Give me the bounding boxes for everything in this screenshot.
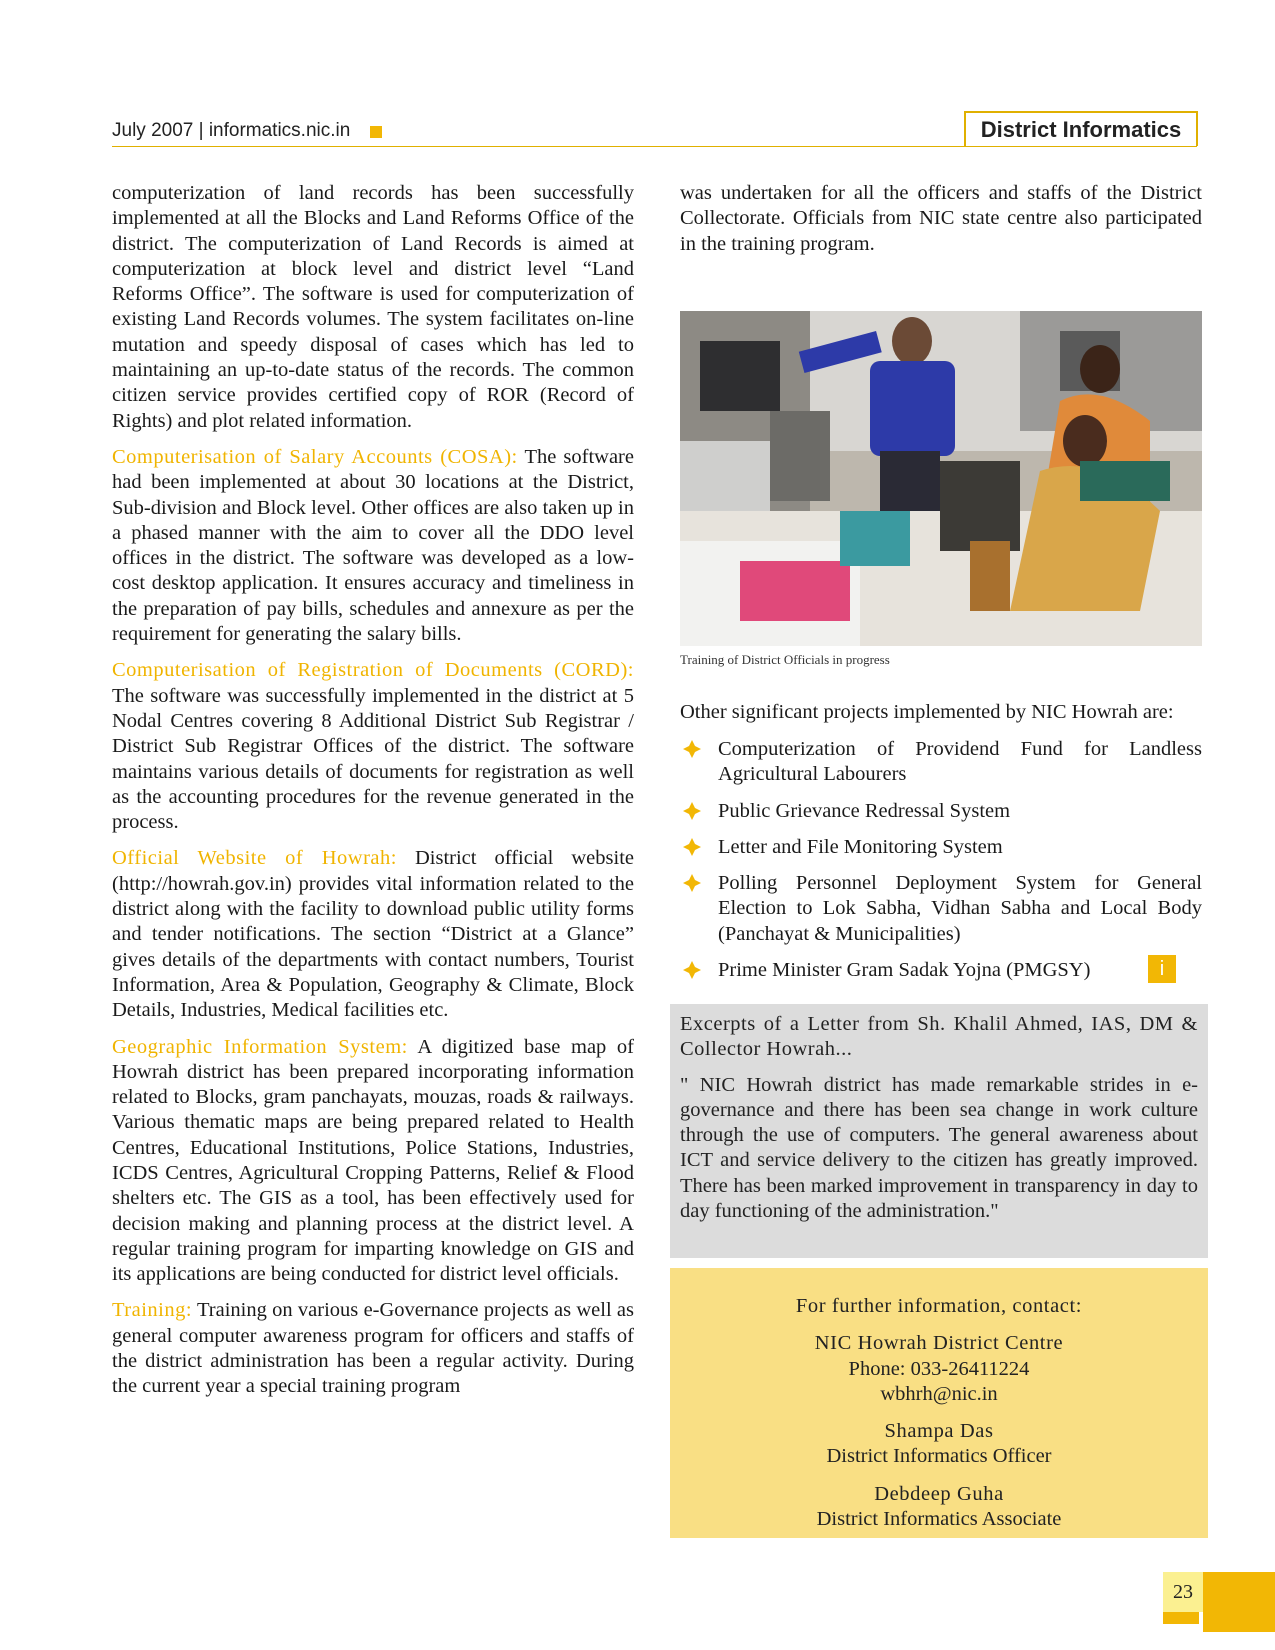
left-column <box>112 181 634 1411</box>
training-photo <box>680 311 1202 646</box>
project-name: Computerization of Providend Fund for Landless Agricultural Labourers <box>718 738 1202 786</box>
list-item <box>680 835 1202 860</box>
contact-phone: Phone: 033-26411224 <box>848 1357 1030 1380</box>
project-name: Prime Minister Gram Sadak Yojna (PMGSY) <box>718 959 1091 982</box>
corner-accent-strip <box>1163 1612 1199 1624</box>
gis-heading: Geographic Information System: <box>112 1035 408 1058</box>
page-number: 23 <box>1163 1572 1203 1612</box>
list-item <box>680 958 1202 983</box>
person-title: District Informatics Associate <box>816 1508 1062 1531</box>
diamond-bullet-icon <box>682 960 702 980</box>
training-photo-illustration <box>680 311 1202 646</box>
cosa-paragraph <box>112 445 634 647</box>
letter-excerpt-box <box>670 1004 1208 1258</box>
cosa-heading: Computerisation of Salary Accounts (COSA): <box>112 445 518 468</box>
contact-person-2 <box>670 1482 1208 1533</box>
person-name: Debdeep Guha <box>874 1482 1004 1505</box>
training-paragraph <box>112 1298 634 1399</box>
diamond-bullet-icon <box>682 801 702 821</box>
contact-centre: NIC Howrah District Centre <box>814 1332 1064 1355</box>
header-rule <box>112 146 1197 147</box>
photo-caption: Training of District Officials in progress <box>680 652 890 667</box>
land-records-paragraph: computerization of land records has been successfully implemented at all the Blocks and Land Reforms Office of the district. The computerization of Land Records is aimed at computerization at block level and district level “Land Reforms Office”. The software is used for computerization of existing Land Records volumes. The system facilitates on-line mutation and speedy disposal of cases which has led to maintaining an up-to-date status of the records. The common citizen service provides certified copy of ROR (Record of Rights) and plot related information. <box>112 182 634 432</box>
person-name: Shampa Das <box>884 1420 994 1443</box>
header-square-marker <box>370 126 382 138</box>
website-text: District official website (http://howrah.gov.in) provides vital information related to the district along with the facility to download public utility forms and tender notifications. The section “District at a Glance” gives details of the departments with contact numbers, Tourist Information, Area & Population, Geography & Climate, Block Details, Industries, Medical facilities etc. <box>112 847 634 1022</box>
website-heading: Official Website of Howrah: <box>112 847 397 870</box>
section-title: District Informatics <box>964 111 1198 146</box>
cord-paragraph <box>112 658 634 835</box>
website-paragraph <box>112 846 634 1023</box>
contact-box <box>670 1268 1208 1538</box>
contact-person-1 <box>670 1419 1208 1470</box>
list-item <box>680 737 1202 788</box>
gis-paragraph <box>112 1035 634 1288</box>
diamond-bullet-icon <box>682 739 702 759</box>
excerpt-title: Excerpts of a Letter from Sh. Khalil Ahmed, IAS, DM & Collector Howrah... <box>680 1013 1198 1061</box>
cord-text: The software was successfully implemented in the district at 5 Nodal Centres covering 8 Additional District Sub Registrar / District Sub Registrar Offices of the district. The software maintains various details of documents for registration as well as the accounting procedures for the revenue generated in the process. <box>112 684 634 834</box>
cord-heading: Computerisation of Registration of Documents (CORD): <box>112 659 634 682</box>
training-heading: Training: <box>112 1299 193 1322</box>
diamond-bullet-icon <box>682 837 702 857</box>
contact-email: wbhrh@nic.in <box>880 1382 998 1405</box>
contact-centre-block <box>670 1331 1208 1407</box>
projects-list <box>680 737 1202 994</box>
gis-text: A digitized base map of Howrah district has been prepared incorporating information related to Blocks, gram panchayats, mouzas, roads & railways. Various thematic maps are being prepared related to Health Centres, Educational Institutions, Police Stations, Industries, ICDS Centres, Agricultural Cropping Patterns, Relief & Flood shelters etc. The GIS as a tool, has been effectively used for decision making and planning process at the district level. A regular training program for imparting knowledge on GIS and its applications are being conducted for district level officials. <box>112 1035 634 1286</box>
list-item <box>680 799 1202 824</box>
person-title: District Informatics Officer <box>826 1445 1052 1468</box>
right-column-intro <box>680 181 1202 268</box>
project-name: Letter and File Monitoring System <box>718 835 1003 858</box>
contact-heading: For further information, contact: <box>795 1295 1083 1317</box>
diamond-bullet-icon <box>682 873 702 893</box>
excerpt-quote: " NIC Howrah district has made remarkable strides in e-governance and there has been sea change in work culture through the use of computers. The general awareness about ICT and service delivery to the citizen has greatly improved. There has been marked improvement in transparency in day to day functioning of the administration." <box>680 1073 1198 1223</box>
training-text: Training on various e-Governance projects as well as general computer awareness program for officers and staffs of the district administration has been a regular activity. During the current year a special training program <box>112 1299 634 1398</box>
corner-accent-block <box>1203 1572 1275 1632</box>
training-continued-paragraph: was undertaken for all the officers and staffs of the District Collectorate. Officials from NIC state centre also participated in the training program. <box>680 182 1202 255</box>
list-item <box>680 871 1202 947</box>
project-name: Public Grievance Redressal System <box>718 799 1011 822</box>
info-end-icon: i <box>1148 955 1176 983</box>
projects-intro: Other significant projects implemented by NIC Howrah are: <box>680 701 1174 723</box>
cosa-text: The software had been implemented at about 30 locations at the District, Sub-division and Block level. Other offices are also taken up in a phased manner with the aim to cover all the DDO level offices in the district. The software was developed as a low-cost desktop application. It ensures accuracy and timeliness in the preparation of pay bills, schedules and annexure as per the requirement for generating the salary bills. <box>112 445 634 646</box>
issue-date-site: July 2007 | informatics.nic.in <box>112 120 351 141</box>
project-name: Polling Personnel Deployment System for General Election to Lok Sabha, Vidhan Sabha and Local Body (Panchayat & Municipalities) <box>718 872 1202 945</box>
